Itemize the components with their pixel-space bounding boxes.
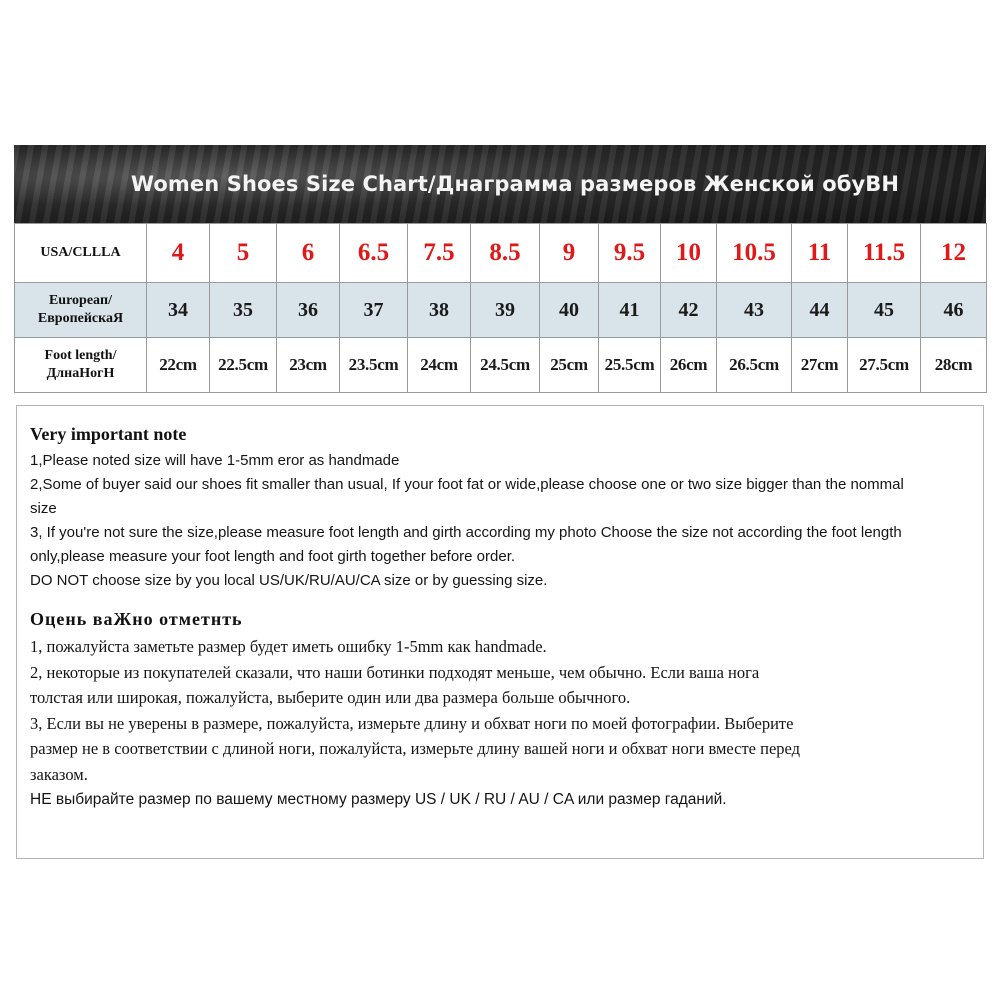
european-size-cell: 44 [792,283,848,338]
european-size-cell: 34 [147,283,210,338]
usa-size-cell: 5 [210,224,277,283]
usa-size-cell: 12 [921,224,987,283]
european-size-row [15,283,987,338]
english-note-title: Very important note [30,424,187,444]
foot-length-cell: 26.5cm [717,338,792,393]
russian-note-line: толстая или широкая, пожалуйста, выберите один или два размера больше обычного. [30,688,631,707]
english-note-line: 1,Please noted size will have 1-5mm eror as handmade [30,452,400,469]
foot-length-label-line2: ДлнаНогН [46,366,115,381]
usa-size-cell: 4 [147,224,210,283]
european-size-cell: 36 [277,283,340,338]
foot-length-cell: 23cm [277,338,340,393]
foot-length-cell: 22cm [147,338,210,393]
foot-length-label-line1: Foot length/ [44,348,117,363]
russian-note-line: 2, некоторые из покупателей сказали, что наши ботинки подходят меньше, чем обычно. Если ваша нога [30,662,760,682]
european-size-cell: 45 [848,283,921,338]
foot-length-cell: 24.5cm [471,338,540,393]
usa-size-label: USA/CLLLA [15,224,147,283]
foot-length-cell: 27cm [792,338,848,393]
foot-length-cell: 23.5cm [340,338,408,393]
european-size-cell: 37 [340,283,408,338]
usa-size-cell: 10.5 [717,224,792,283]
usa-size-cell: 9.5 [599,224,661,283]
foot-length-cell: 25.5cm [599,338,661,393]
english-note-line: size [30,500,57,517]
english-note-line: 3, If you're not sure the size,please measure foot length and girth according my photo Choose the size not according the foot length [30,524,902,541]
european-size-cell: 41 [599,283,661,338]
european-size-cell: 40 [540,283,599,338]
european-size-cell: 42 [661,283,717,338]
usa-size-cell: 6.5 [340,224,408,283]
usa-size-cell: 10 [661,224,717,283]
english-note-line: DO NOT choose size by you local US/UK/RU/AU/CA size or by guessing size. [30,572,548,589]
foot-length-cell: 26cm [661,338,717,393]
foot-length-label [15,338,147,393]
foot-length-cell: 22.5cm [210,338,277,393]
usa-size-cell: 11 [792,224,848,283]
important-note-box [16,405,984,859]
european-label-line1: Europeaп/ [48,293,113,308]
english-note-line: 2,Some of buyer said our shoes fit smaller than usual, If your foot fat or wide,please choose one or two size bigger than the nommal [30,476,904,493]
foot-length-cell: 28cm [921,338,987,393]
foot-length-row [15,338,987,393]
european-size-cell: 38 [408,283,471,338]
usa-size-cell: 9 [540,224,599,283]
european-label-line2: ЕвропейскаЯ [37,311,124,326]
european-size-cell: 35 [210,283,277,338]
foot-length-cell: 24cm [408,338,471,393]
russian-note-line: 1, пожалуйста заметьте размер будет иметь ошибку 1-5mm как handmade. [30,637,547,656]
size-chart-banner [14,145,986,223]
size-table [14,223,987,393]
european-size-cell: 43 [717,283,792,338]
english-note-line: only,please measure your foot length and foot girth together before order. [30,548,516,565]
russian-note-line: НЕ выбирайте размер по вашему местному размеру US / UK / RU / AU / CA или размер гаданий. [30,791,727,808]
foot-length-cell: 25cm [540,338,599,393]
european-size-label [15,283,147,338]
usa-size-cell: 6 [277,224,340,283]
usa-size-cell: 8.5 [471,224,540,283]
european-size-cell: 39 [471,283,540,338]
usa-size-cell: 11.5 [848,224,921,283]
russian-note-line: заказом. [30,764,88,784]
usa-size-cell: 7.5 [408,224,471,283]
banner-title: Women Shoes Size Chart/Днаграмма размеров Женской обуВН [130,172,900,196]
russian-note-line: размер не в соответствии с длиной ноги, пожалуйста, измерьте длину вашей ноги и обхват ноги вместе перед [30,739,801,758]
russian-note-line: 3, Если вы не уверены в размере, пожалуйста, измерьте длину и обхват ноги по моей фотографии. Выберите [30,713,794,733]
russian-note-title: Оцень ваЖно отметнть [30,609,243,629]
usa-size-row [15,224,987,283]
foot-length-cell: 27.5cm [848,338,921,393]
european-size-cell: 46 [921,283,987,338]
